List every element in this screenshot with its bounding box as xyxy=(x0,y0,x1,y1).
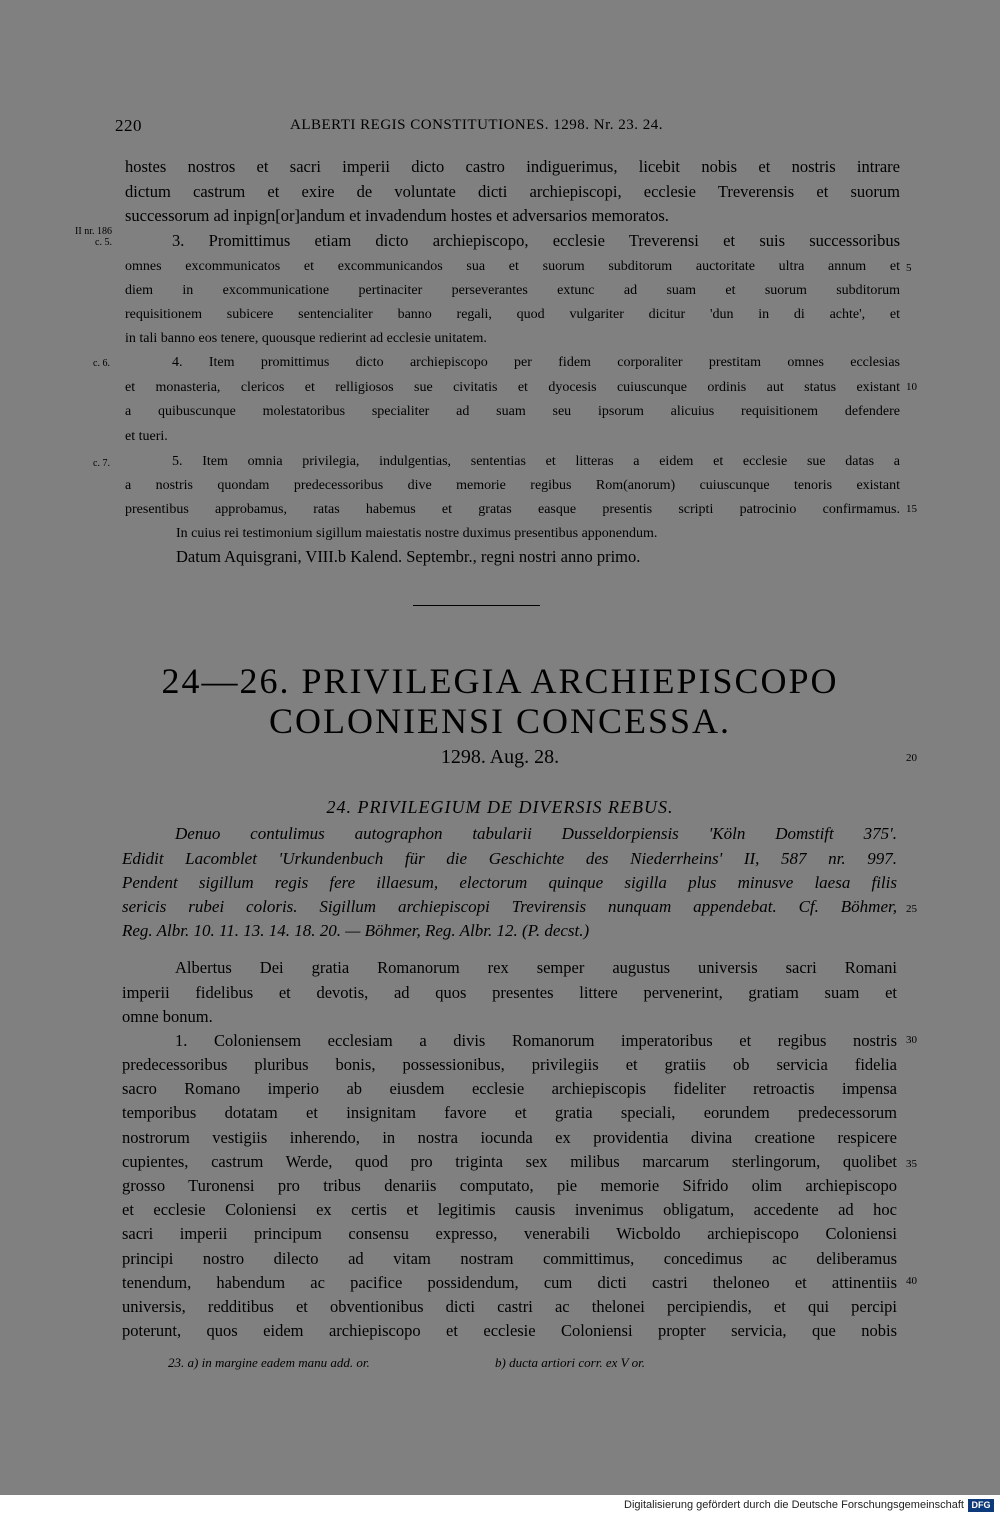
text-line: diem in excommunicatione pertinaciter perseverantes extunc ad suam et suorum subditorum xyxy=(125,283,900,298)
margin-ref xyxy=(52,226,112,248)
footnote-b: b) ducta artiori corr. ex V or. xyxy=(495,1355,645,1370)
document-heading: 24. PRIVILEGIUM DE DIVERSIS REBUS. xyxy=(326,797,674,817)
text-line: 5. Item omnia privilegia, indulgentias, sententias et litteras a eidem et ecclesie sue datas a xyxy=(172,454,900,469)
text-line: predecessoribus pluribus bonis, possessionibus, privilegiis et gratiis ob servicia fidelia xyxy=(122,1055,897,1074)
editorial-note: Pendent sigillum regis fere illaesum, electorum quinque sigilla plus minusve laesa filis xyxy=(122,873,897,892)
text-line: universis, redditibus et obventionibus dicti castri ac thelonei percipiendis, et qui percipi xyxy=(122,1297,897,1316)
margin-ref-text: c. 5. xyxy=(95,237,112,248)
text-line: a quibuscunque molestatoribus specialiter ad suam seu ipsorum alicuius requisitionem defendere xyxy=(125,404,900,419)
margin-ref: c. 7. xyxy=(93,458,110,469)
text-line: sacro Romano imperio ab eiusdem ecclesie archiepiscopis fideliter retroactis impensa xyxy=(122,1079,897,1098)
editorial-note: Denuo contulimus autographon tabularii Dusseldorpiensis 'Köln Domstift 375'. xyxy=(175,824,897,843)
text-line: imperii fidelibus et devotis, ad quos presentes littere pervenerint, gratiam suam et xyxy=(122,983,897,1002)
editorial-note: sericis rubei coloris. Sigillum archiepiscopi Trevirensis nunquam appendebat. Cf. Böhmer, xyxy=(122,897,897,916)
line-number: 5 xyxy=(906,262,912,274)
text-line: requisitionem subicere sentencialiter banno regali, quod vulgariter dicitur 'dun in di achte', et xyxy=(125,307,900,322)
editorial-note: Reg. Albr. 10. 11. 13. 14. 18. 20. — Böhmer, Reg. Albr. 12. (P. decst.) xyxy=(122,921,590,940)
text-line: sacri imperii principum consensu expresso, venerabili Wicboldo archiepiscopo Coloniensi xyxy=(122,1224,897,1243)
text-line: 4. Item promittimus dicto archiepiscopo per fidem corporaliter prestitam omnes ecclesias xyxy=(172,355,900,370)
text-line: tenendum, habendum ac pacifice possidendum, cum dicti castri theloneo et attinentiis xyxy=(122,1273,897,1292)
editorial-note: Edidit Lacomblet 'Urkundenbuch für die Geschichte des Niederrheins' II, 587 nr. 997. xyxy=(122,849,897,868)
dfg-logo-icon: DFG xyxy=(968,1499,994,1512)
text-line: poterunt, quos eidem archiepiscopo et ecclesie Coloniensi propter servicia, que nobis xyxy=(122,1321,897,1340)
text-line: Albertus Dei gratia Romanorum rex semper augustus universis sacri Romani xyxy=(175,958,897,977)
line-number: 25 xyxy=(906,903,917,915)
text-line: 3. Promittimus etiam dicto archiepiscopo, ecclesie Treverensi et suis successoribus xyxy=(172,231,900,250)
datum-line: Datum Aquisgrani, VIII.b Kalend. Septembr., regni nostri anno primo. xyxy=(176,547,641,566)
text-line: grosso Turonensi pro tribus denariis computato, pie memorie Sifrido olim archiepiscopo xyxy=(122,1176,897,1195)
text-line: 1. Coloniensem ecclesiam a divis Romanorum imperatoribus et regibus nostris xyxy=(175,1031,897,1050)
text-line: successorum ad inpign[or]andum et invadendum hostes et adversarios memoratos. xyxy=(125,206,669,225)
text-line: omnes excommunicatos et excommunicandos sua et suorum subditorum auctoritate ultra annum et xyxy=(125,259,900,274)
text-line: principi nostro dilecto ad vitam nostram committimus, concedimus ac deliberamus xyxy=(122,1249,897,1268)
section-title: 24—26. PRIVILEGIA ARCHIEPISCOPO xyxy=(161,661,839,701)
line-number: 10 xyxy=(906,381,917,393)
text-line: et monasteria, clericos et relligiosos sue civitatis et dyocesis cuiuscunque ordinis aut status existant xyxy=(125,380,900,395)
text-line: et tueri. xyxy=(125,429,168,444)
text-line: nostrorum vestigiis inherendo, in nostra iocunda ex providentia divina creatione respicere xyxy=(122,1128,897,1147)
text-line: cupientes, castrum Werde, quod pro triginta sex milibus marcarum sterlingorum, quolibet xyxy=(122,1152,897,1171)
footer-bar xyxy=(0,1495,1000,1517)
text-line: hostes nostros et sacri imperii dicto castro indiguerimus, licebit nobis et nostris intrare xyxy=(125,157,900,176)
text-line: temporibus dotatam et insignitam favore et gratia speciali, eorundem predecessorum xyxy=(122,1103,897,1122)
line-number: 40 xyxy=(906,1275,917,1287)
footnote-a: 23. a) in margine eadem manu add. or. xyxy=(168,1355,370,1370)
section-divider xyxy=(413,605,540,606)
running-title: ALBERTI REGIS CONSTITUTIONES. 1298. Nr. 23. 24. xyxy=(290,117,664,133)
line-number: 20 xyxy=(906,752,917,764)
section-title: COLONIENSI CONCESSA. xyxy=(268,701,732,741)
text-line: In cuius rei testimonium sigillum maiestatis nostre duximus presentibus apponendum. xyxy=(176,526,658,541)
text-line: dictum castrum et exire de voluntate dicti archiepiscopi, ecclesie Treverensis et suorum xyxy=(125,182,900,201)
text-line: et ecclesie Coloniensi ex certis et legitimis causis invenimus obligatum, accedente ad hoc xyxy=(122,1200,897,1219)
margin-ref-text: II nr. 186 xyxy=(75,226,112,237)
text-line: in tali banno eos tenere, quousque redierint ad ecclesie unitatem. xyxy=(125,331,487,346)
line-number: 30 xyxy=(906,1034,917,1046)
text-line: presentibus approbamus, ratas habemus et gratas easque presentis scripti patrocinio confirmamus. xyxy=(125,502,900,517)
text-line: omne bonum. xyxy=(122,1007,213,1026)
page-number: 220 xyxy=(115,116,142,135)
line-number: 35 xyxy=(906,1158,917,1170)
text-line: a nostris quondam predecessoribus dive memorie regibus Rom(anorum) cuiuscunque tenoris existant xyxy=(125,478,900,493)
footnote xyxy=(168,1355,645,1371)
funding-credit: Digitalisierung gefördert durch die Deutsche Forschungsgemeinschaft xyxy=(624,1499,964,1511)
section-date: 1298. Aug. 28. xyxy=(440,746,560,768)
margin-ref: c. 6. xyxy=(93,358,110,369)
line-number: 15 xyxy=(906,503,917,515)
